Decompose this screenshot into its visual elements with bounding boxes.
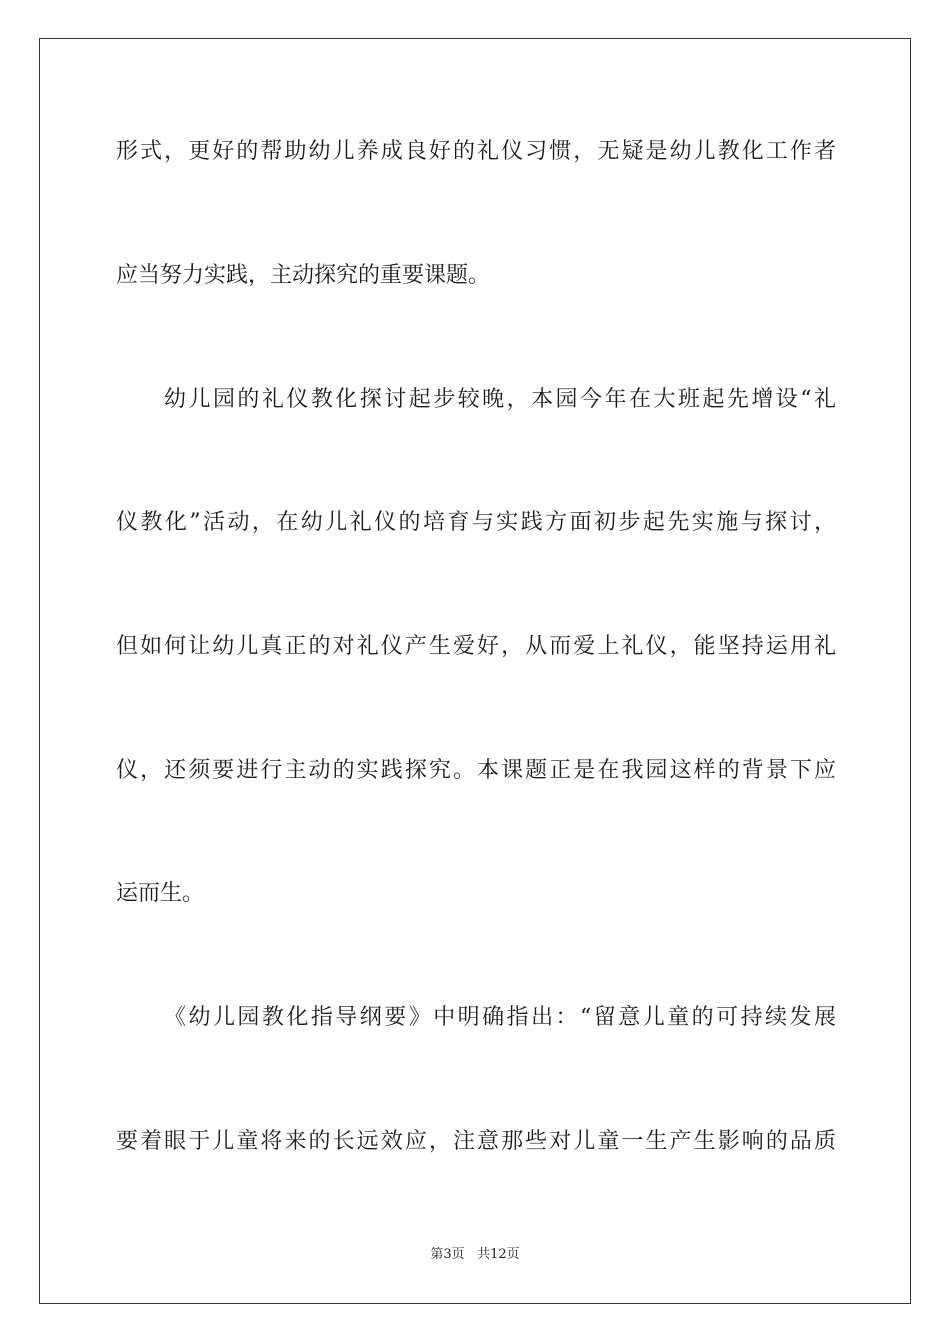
page-border <box>39 38 911 1304</box>
paragraph-line: 运而生。 <box>116 881 205 906</box>
page-number: 第3页 <box>430 1247 465 1262</box>
page-total: 共12页 <box>477 1247 520 1262</box>
paragraph-line: 但如何让幼儿真正的对礼仪产生爱好，从而爱上礼仪，能坚持运用礼 <box>116 634 836 659</box>
paragraph-line: 形式，更好的帮助幼儿养成良好的礼仪习惯，无疑是幼儿教化工作者 <box>116 139 836 164</box>
page-footer <box>0 1245 950 1265</box>
paragraph-line: 仪教化”活动，在幼儿礼仪的培育与实践方面初步起先实施与探讨， <box>116 510 836 535</box>
paragraph-line: 幼儿园的礼仪教化探讨起步较晚，本园今年在大班起先增设“礼 <box>164 387 836 412</box>
paragraph-line: 应当努力实践，主动探究的重要课题。 <box>116 263 491 288</box>
paragraph-line: 仪，还须要进行主动的实践探究。本课题正是在我园这样的背景下应 <box>116 758 836 783</box>
paragraph-line: 《幼儿园教化指导纲要》中明确指出：“留意儿童的可持续发展 <box>164 1005 836 1030</box>
paragraph-line: 要着眼于儿童将来的长远效应，注意那些对儿童一生产生影响的品质 <box>116 1129 836 1154</box>
